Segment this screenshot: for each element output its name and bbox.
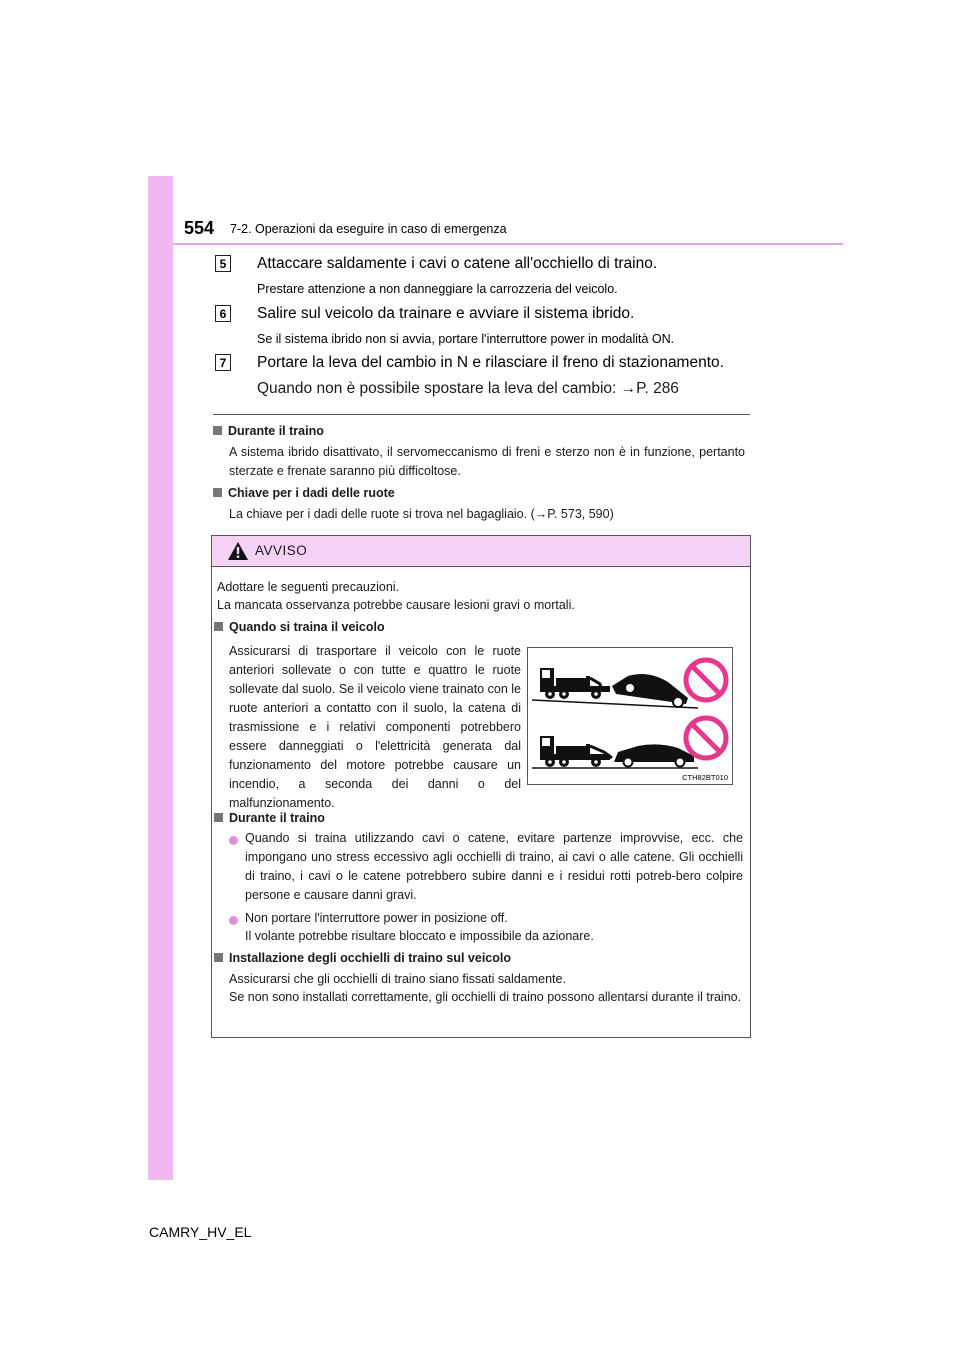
note-title-towing: Durante il traino xyxy=(213,424,324,438)
warning-header xyxy=(212,536,750,567)
warning-bullet xyxy=(229,912,244,931)
warning-section-title: Installazione degli occhielli di traino sul veicolo xyxy=(214,949,511,968)
step-number: 5 xyxy=(215,255,231,272)
square-bullet-icon xyxy=(213,426,222,435)
warning-bullet-text-2: Il volante potrebbe risultare bloccato e impossibile da azionare. xyxy=(245,929,594,943)
chapter-sidebar-tab xyxy=(148,176,173,1180)
step-7-detail: Quando non è possibile spostare la leva del cambio: →P. 286 xyxy=(257,380,679,397)
square-bullet-icon xyxy=(214,813,223,822)
warning-section-body: Assicurarsi di trasportare il veicolo con le ruote anteriori sollevate o con tutte e quattro le ruote sollevate dal suolo. Se il veicolo viene trainato con le ruote anteriori a contatto con il suolo, la catena di trasmissione e i relativi componenti potrebbero essere danneggiati o l'elettricità generata dal funzionamento del motore potrebbe causare un incendio, a seconda dei danni o del malfunzionamento. xyxy=(229,644,521,810)
square-bullet-icon xyxy=(213,488,222,497)
section-title: 7-2. Operazioni da eseguire in caso di emergenza xyxy=(230,222,507,236)
warning-section-body: Assicurarsi che gli occhielli di traino siano fissati saldamente. xyxy=(229,972,566,986)
section-divider xyxy=(213,414,750,415)
step-6-detail: Se il sistema ibrido non si avvia, portare l'interruttore power in modalità ON. xyxy=(257,332,675,346)
square-bullet-icon xyxy=(214,622,223,631)
warning-section-body-2: Se non sono installati correttamente, gli occhielli di traino possono allentarsi durante il traino. xyxy=(229,990,742,1004)
square-bullet-icon xyxy=(214,953,223,962)
warning-label: AVVISO xyxy=(255,543,308,558)
page-number: 554 xyxy=(184,218,215,238)
warning-bullet-text: Quando si traina utilizzando cavi o catene, evitare partenze improvvise, ecc. che impongano uno stress eccessivo agli occhielli di traino, ai cavi o alle catene. Gli occhielli di traino, i cavi o le catene potrebbero subire danni e i residui rotti potreb-bero colpire persone e causare danni gravi. xyxy=(245,831,743,902)
round-bullet-icon xyxy=(229,916,238,925)
note-title-wheel-nut-wrench: Chiave per i dadi delle ruote xyxy=(213,486,395,500)
header-rule xyxy=(173,243,843,245)
warning-intro-2: La mancata osservanza potrebbe causare lesioni gravi o mortali. xyxy=(217,598,575,612)
step-5-detail: Prestare attenzione a non danneggiare la carrozzeria del veicolo. xyxy=(257,282,618,296)
warning-bullet xyxy=(229,832,244,851)
warning-bullet-text: Non portare l'interruttore power in posizione off. xyxy=(245,911,508,925)
footer-model-code: CAMRY_HV_EL xyxy=(149,1224,252,1240)
warning-triangle-icon xyxy=(228,542,248,560)
warning-intro-1: Adottare le seguenti precauzioni. xyxy=(217,580,400,594)
step-number: 6 xyxy=(215,305,231,322)
note-body-towing: A sistema ibrido disattivato, il servomeccanismo di freni e sterzo non è in funzione, pertanto sterzate e frenate saranno più difficoltose. xyxy=(229,445,745,478)
step-text: Salire sul veicolo da trainare e avviare il sistema ibrido. xyxy=(257,305,635,322)
step-text: Attaccare saldamente i cavi o catene all'occhiello di traino. xyxy=(257,255,658,272)
warning-box xyxy=(211,535,751,1038)
round-bullet-icon xyxy=(229,836,238,845)
towing-illustration xyxy=(527,647,733,785)
warning-section-title: Durante il traino xyxy=(214,809,325,828)
warning-section-title: Quando si traina il veicolo xyxy=(214,618,385,637)
note-body-wheel-nut-wrench: La chiave per i dadi delle ruote si trova nel bagagliaio. (→P. 573, 590) xyxy=(229,507,614,521)
figure-code: CTH82BT010 xyxy=(682,773,728,782)
step-text: Portare la leva del cambio in N e rilasciare il freno di stazionamento. xyxy=(257,354,724,371)
tow-truck-illustration xyxy=(528,648,732,784)
step-number: 7 xyxy=(215,354,231,371)
